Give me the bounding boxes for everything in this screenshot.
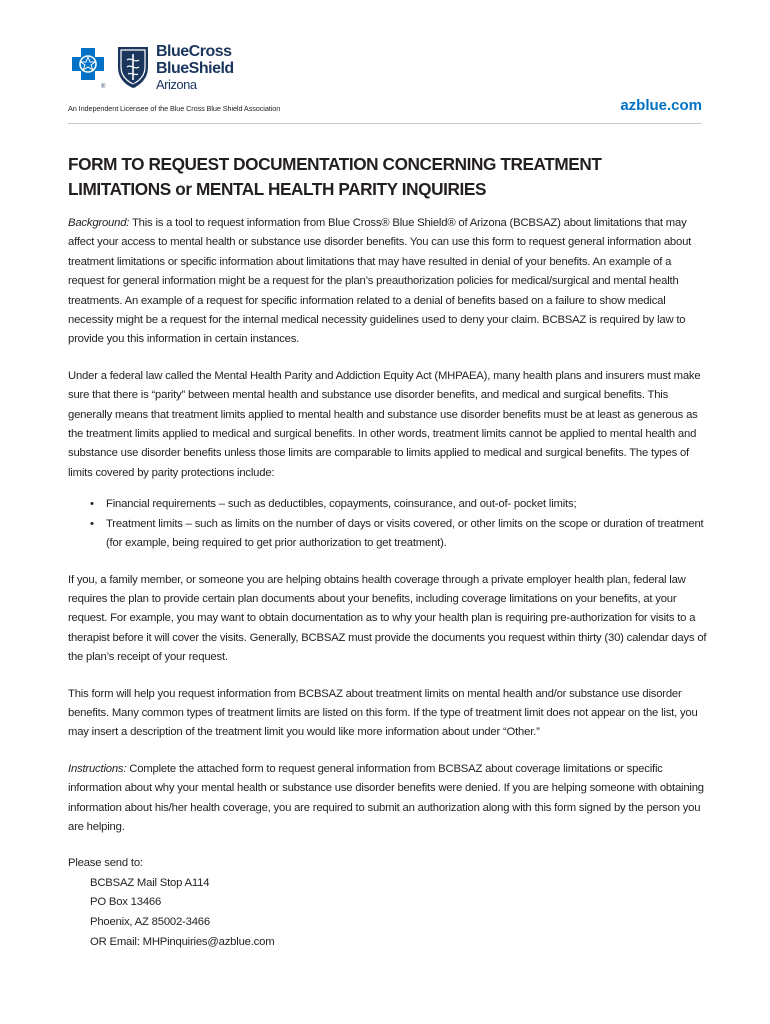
list-item-text: Financial requirements – such as deductibles, copayments, coinsurance, and out-of- pocket limits; xyxy=(106,498,577,511)
blue-cross-icon xyxy=(72,48,104,80)
document-title xyxy=(68,152,708,202)
background-text: This is a tool to request information from Blue Cross® Blue Shield® of Arizona (BCBSAZ) about limitations that may affect your access to mental health or substance use disorder benefits. You can use this form to request general information about treatment limitations or specific information about limitations that may have resulted in denial of your benefits. An example of a request for general information might be a request for the plan’s preauthorization policies for medical/surgical and mental health treatments. An example of a request for specific information related to a denial of benefits based on a failure to show medical necessity might be a request for the internal medical necessity guidelines used to deny your claim. BCBSAZ is required by law to provide you this information in certain instances. xyxy=(68,217,692,346)
instructions-text: Complete the attached form to request general information from BCBSAZ about coverage limitations or specific information about why your mental health or substance use disorder benefits were denied. If you are helping someone with obtaining information about his/her health coverage, you are required to submit an authorization along with this form signed by the person you are helping. xyxy=(68,762,704,833)
page-header xyxy=(0,0,770,124)
email-line[interactable]: OR Email: MHPinquiries@azblue.com xyxy=(90,935,275,948)
list-item xyxy=(68,495,708,514)
send-to-label: Please send to: xyxy=(68,857,143,870)
bullet-icon: • xyxy=(90,498,94,511)
form-purpose-paragraph: This form will help you request information from BCBSAZ about treatment limits on mental health and/or substance use disorder benefits. Many common types of treatment limits are listed on this form. If the type of treatment limit does not appear on the list, you may insert a description of the treatment limit you would like more information about under “Other.” xyxy=(68,687,698,739)
header-divider xyxy=(68,123,702,124)
instructions-label: Instructions: xyxy=(68,762,127,775)
limit-types-list xyxy=(68,495,708,553)
list-item-text: Treatment limits – such as limits on the number of days or visits covered, or other limits on the scope or duration of treatment (for example, being required to get prior authorization to get treatment). xyxy=(106,517,704,550)
licensee-statement: An Independent Licensee of the Blue Cross Blue Shield Association xyxy=(68,104,281,113)
mailing-address xyxy=(68,874,708,952)
bullet-icon: • xyxy=(90,517,94,530)
background-label: Background: xyxy=(68,217,130,229)
title-line2: LIMITATIONS or MENTAL HEALTH PARITY INQUIRIES xyxy=(68,179,487,199)
brand-name-line3: Arizona xyxy=(156,77,197,92)
title-line1: FORM TO REQUEST DOCUMENTATION CONCERNING TREATMENT xyxy=(68,154,602,174)
registered-mark: ® xyxy=(101,84,106,90)
background-paragraph xyxy=(68,214,708,350)
brand-name-line1: BlueCross xyxy=(156,43,232,60)
address-line: BCBSAZ Mail Stop A114 xyxy=(90,876,210,889)
mhpaea-paragraph: Under a federal law called the Mental Health Parity and Addiction Equity Act (MHPAEA), many health plans and insurers must make sure that there is “parity” between mental health and substance use disorder benefits, and medical and surgical benefits. This generally means that treatment limits applied to mental health and substance use disorder benefits must be at least as generous as the treatment limits applied to medical and surgical benefits. In other words, treatment limits cannot be applied to mental health and substance use disorder benefits unless those limits are comparable to limits applied to medical and surgical benefits. The types of limits covered by parity protections include: xyxy=(68,369,701,479)
blue-shield-icon xyxy=(118,47,148,88)
coverage-paragraph: If you, a family member, or someone you are helping obtains health coverage through a private employer health plan, federal law requires the plan to provide certain plan documents about your benefits, including coverage limitations on your benefits, at your request. For example, you may want to obtain documentation as to why your health plan is requiring pre-authorization for visits to a therapist before it will cover the visits. Generally, BCBSAZ must provide the documents you request within thirty (30) calendar days of the plan’s receipt of your request. xyxy=(68,573,707,664)
registered-mark: ® xyxy=(132,84,137,90)
instructions-paragraph xyxy=(68,760,708,838)
brand-logo xyxy=(68,44,152,90)
brand-name-line2: BlueShield xyxy=(156,60,234,77)
list-item xyxy=(68,515,708,554)
address-line: PO Box 13466 xyxy=(90,896,162,909)
document-body xyxy=(68,152,708,952)
address-line: Phoenix, AZ 85002-3466 xyxy=(90,915,210,928)
website-link[interactable]: azblue.com xyxy=(620,97,702,114)
